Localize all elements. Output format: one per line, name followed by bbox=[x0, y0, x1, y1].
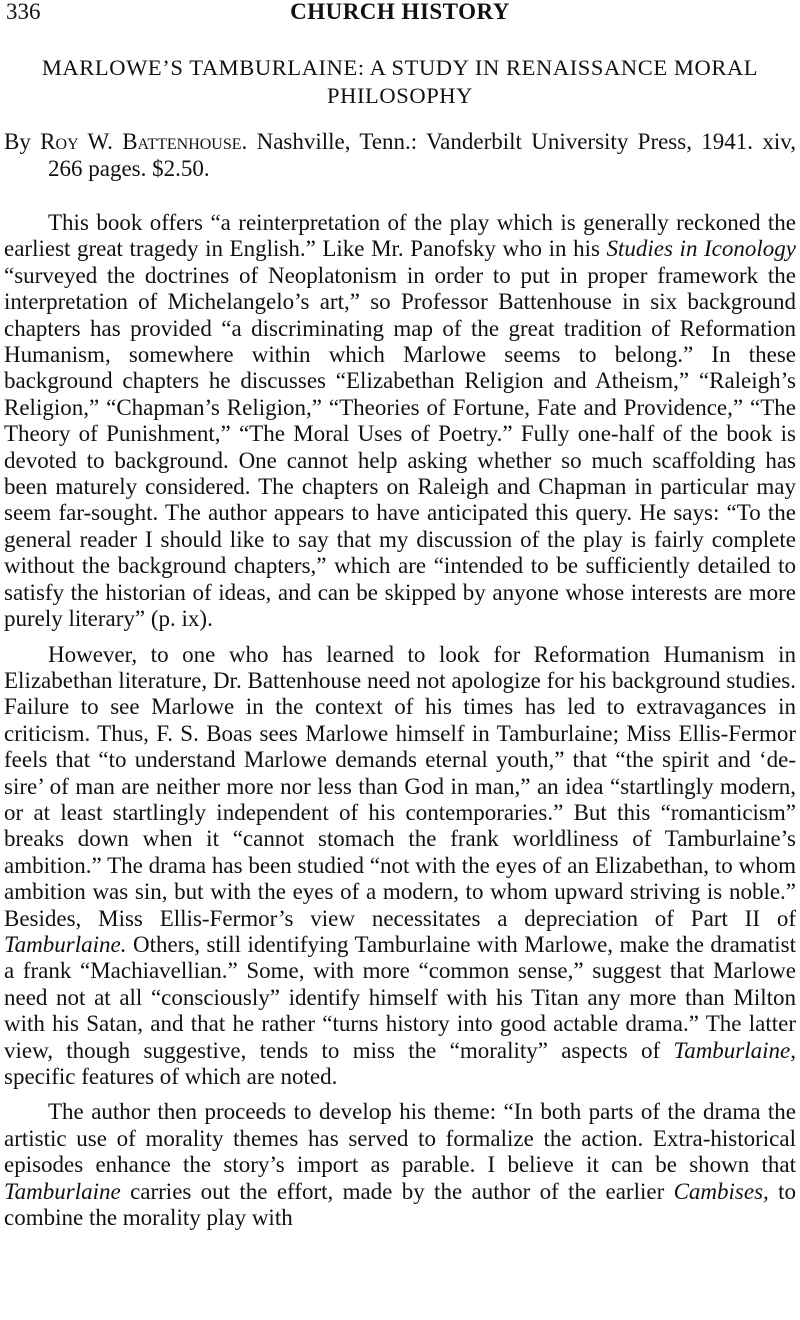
italic-title-text: Tamburlaine. bbox=[4, 931, 127, 957]
journal-title: CHURCH HISTORY bbox=[290, 0, 510, 24]
citation-by: By bbox=[4, 129, 41, 154]
paragraph-3 bbox=[4, 1099, 796, 1231]
paragraph-1 bbox=[4, 210, 796, 633]
paragraph-text: The author then proceeds to develop his theme: “In both parts of the drama the artistic use of morality themes has served to formalize the action. Extra-historical episodes enhance the story’s import as parable. I believe it can be shown that bbox=[4, 1099, 796, 1178]
citation-author: Roy W. Battenhouse bbox=[40, 129, 242, 154]
italic-title-text: Tamburlaine, bbox=[673, 1037, 796, 1063]
paragraph-text: This book offers “a reinterpretation of the play which is generally reckoned the earliest great tragedy in English.” Like Mr. Panofsky who in his bbox=[4, 210, 796, 262]
italic-title-text: Studies in Iconology bbox=[606, 236, 796, 262]
page-number: 336 bbox=[6, 0, 41, 24]
paragraph-text: to combine the morality play with bbox=[4, 1178, 796, 1231]
italic-title-text: Cambises, bbox=[673, 1178, 769, 1204]
paragraph-text: carries out the effort, made by the author of the earlier bbox=[120, 1178, 674, 1204]
book-citation bbox=[4, 128, 796, 182]
paragraph-text: However, to one who has learned to look for Reformation Humanism in Elizabethan literature, Dr. Battenhouse need not apologize for his background studies. Failure to see Marlowe in the context of his times has led to extravagances in criticism. Thus, F. S. Boas sees Marlowe himself in Tamburlaine; Miss Ellis-Fermor feels that “to understand Marlowe demands eternal youth,” that “the spirit and ‘desire’ of man are neither more nor less than God in man,” an idea “startlingly modern, or at least startlingly independent of his contemporaries.” But this “romanticism” breaks down when it “cannot stomach the frank worldliness of Tamburlaine’s ambition.” The drama has been studied “not with the eyes of an Elizabethan, to whom ambition was sin, but with the eyes of a modern, to whom upward striving is noble.” Besides, Miss Ellis-Fermor’s view necessitates a depreciation of Part II of bbox=[4, 641, 796, 931]
paragraph-2 bbox=[4, 642, 796, 1091]
paragraph-text: “surveyed the doctrines of Neoplatonism in order to put in proper framework the interpretation of Michelangelo’s art,” so Professor Battenhouse in six background chapters has provided “a discriminating map of the great tradition of Reformation Humanism, somewhere within which Marlowe seems to belong.” In these background chapters he discusses “Elizabethan Religion and Atheism,” “Raleigh’s Religion,” “Chapman’s Religion,” “Theories of Fortune, Fate and Providence,” “The Theory of Punishment,” “The Moral Uses of Poetry.” Fully one-half of the book is devoted to background. One cannot help asking whether so much scaffolding has been maturely considered. The chapters on Raleigh and Chapman in particular may seem far-sought. The author appears to have anticipated this query. He says: “To the general reader I should like to say that my discussion of the play is fairly complete without the background chapters,” which are “intended to be sufficiently detailed to satisfy the historian of ideas, and can be skipped by anyone whose interests are more purely literary” (p. ix). bbox=[4, 262, 796, 632]
review-body bbox=[4, 210, 796, 1231]
italic-title-text: Tamburlaine bbox=[4, 1178, 121, 1204]
book-review-title: MARLOWE’S TAMBURLAINE: A STUDY IN RENAISSANCE MORAL PHILOSOPHY bbox=[41, 55, 759, 108]
running-head bbox=[4, 0, 796, 30]
citation-publication: . Nashville, Tenn.: Vanderbilt University Press, 1941. xiv, 266 pages. $2.50. bbox=[48, 129, 796, 181]
paragraph-text: Others, still identifying Tamburlaine with Marlowe, make the dramatist a frank “Machiavellian.” Some, with more “common sense,” suggest that Marlowe need not at all “consciously” identify himself with his Titan any more than Milton with his Satan, and that he rather “turns history into good actable drama.” The latter view, though suggestive, tends to miss the “morality” aspects of bbox=[4, 931, 796, 1063]
paragraph-text: specific features of which are noted. bbox=[4, 1064, 338, 1089]
